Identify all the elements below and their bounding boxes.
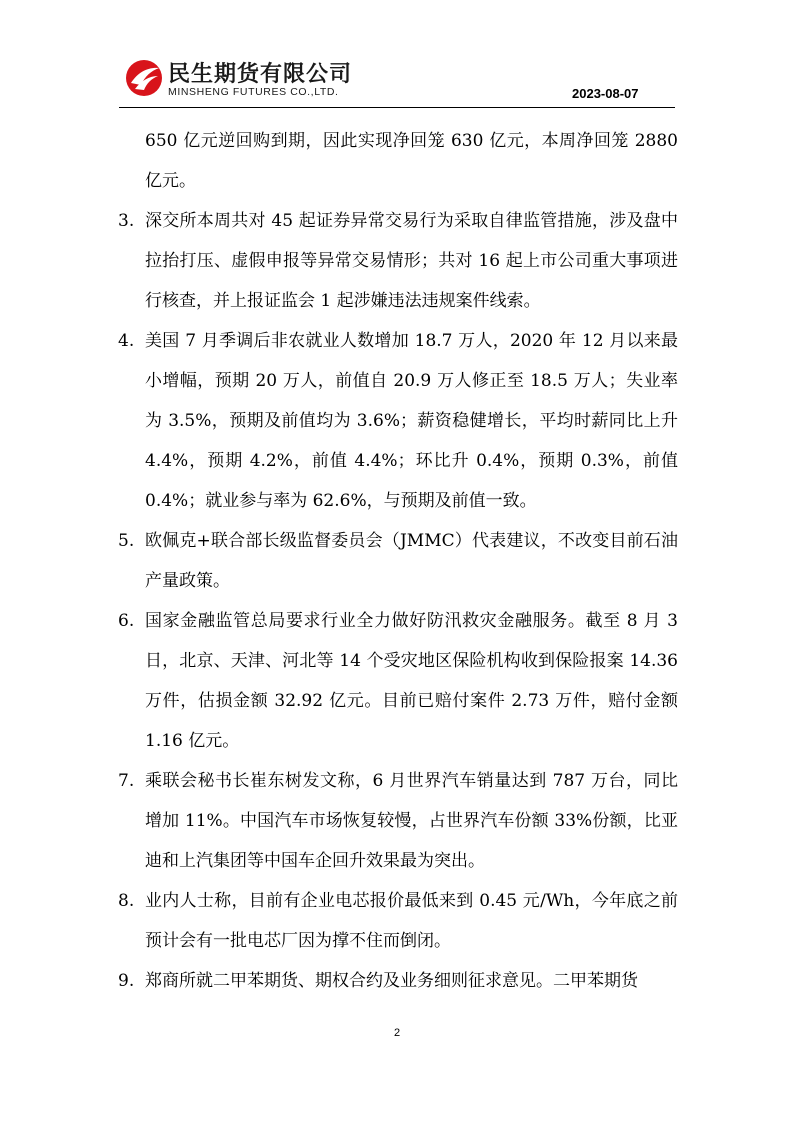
company-name-cn: 民生期货有限公司 bbox=[168, 62, 353, 87]
item-number: 7. bbox=[118, 771, 135, 791]
list-item-6 bbox=[118, 601, 678, 761]
item-number: 6. bbox=[118, 611, 135, 631]
item-text: 国家金融监管总局要求行业全力做好防汛救灾金融服务。截至 8 月 3 日，北京、天津、河北等 14 个受灾地区保险机构收到保险报案 14.36 万件，估损金额 32.92 亿元。目前已赔付案件 2.73 万件，赔付金额 1.16 亿元。 bbox=[145, 611, 678, 751]
page-number: 2 bbox=[393, 1027, 401, 1039]
item-text: 乘联会秘书长崔东树发文称，6 月世界汽车销量达到 787 万台，同比增加 11%。中国汽车市场恢复较慢，占世界汽车份额 33%份额，比亚迪和上汽集团等中国车企回升效果最为突出。 bbox=[145, 771, 678, 871]
list-item-9 bbox=[118, 961, 678, 1001]
item-number: 4. bbox=[118, 331, 135, 351]
list-item-3 bbox=[118, 201, 678, 321]
item-number: 5. bbox=[118, 531, 135, 551]
header-divider bbox=[119, 107, 675, 108]
page-header bbox=[0, 0, 794, 110]
item-text: 深交所本周共对 45 起证券异常交易行为采取自律监管措施，涉及盘中拉抬打压、虚假申报等异常交易情形；共对 16 起上市公司重大事项进行核查，并上报证监会 1 起涉嫌违法违规案件线索。 bbox=[145, 211, 678, 311]
report-date: 2023-08-07 bbox=[572, 86, 639, 101]
item-text: 郑商所就二甲苯期货、期权合约及业务细则征求意见。二甲苯期货 bbox=[145, 971, 638, 991]
continued-paragraph: 650 亿元逆回购到期，因此实现净回笼 630 亿元，本周净回笼 2880 亿元。 bbox=[145, 131, 678, 191]
list-item-8 bbox=[118, 881, 678, 961]
list-item-4 bbox=[118, 321, 678, 521]
item-text: 美国 7 月季调后非农就业人数增加 18.7 万人，2020 年 12 月以来最小增幅，预期 20 万人，前值自 20.9 万人修正至 18.5 万人；失业率为 3.5%，预期及前值均为 3.6%；薪资稳健增长，平均时薪同比上升 4.4%，预期 4.2%，前值 4.4%；环比升 0.4%，预期 0.3%，前值 0.4%；就业参与率为 62.6%，与预期及前值一致。 bbox=[145, 331, 678, 511]
document-body bbox=[118, 121, 678, 1001]
item-number: 8. bbox=[118, 891, 135, 911]
item-text: 业内人士称，目前有企业电芯报价最低来到 0.45 元/Wh，今年底之前预计会有一批电芯厂因为撑不住而倒闭。 bbox=[145, 891, 678, 951]
item-number: 3. bbox=[118, 211, 135, 231]
item-number: 9. bbox=[118, 971, 135, 991]
list-item-7 bbox=[118, 761, 678, 881]
minsheng-logo-icon bbox=[124, 58, 164, 98]
company-name-en: MINSHENG FUTURES CO.,LTD. bbox=[168, 86, 339, 98]
item-text: 欧佩克+联合部长级监督委员会（JMMC）代表建议，不改变目前石油产量政策。 bbox=[145, 531, 678, 591]
list-item-5 bbox=[118, 521, 678, 601]
